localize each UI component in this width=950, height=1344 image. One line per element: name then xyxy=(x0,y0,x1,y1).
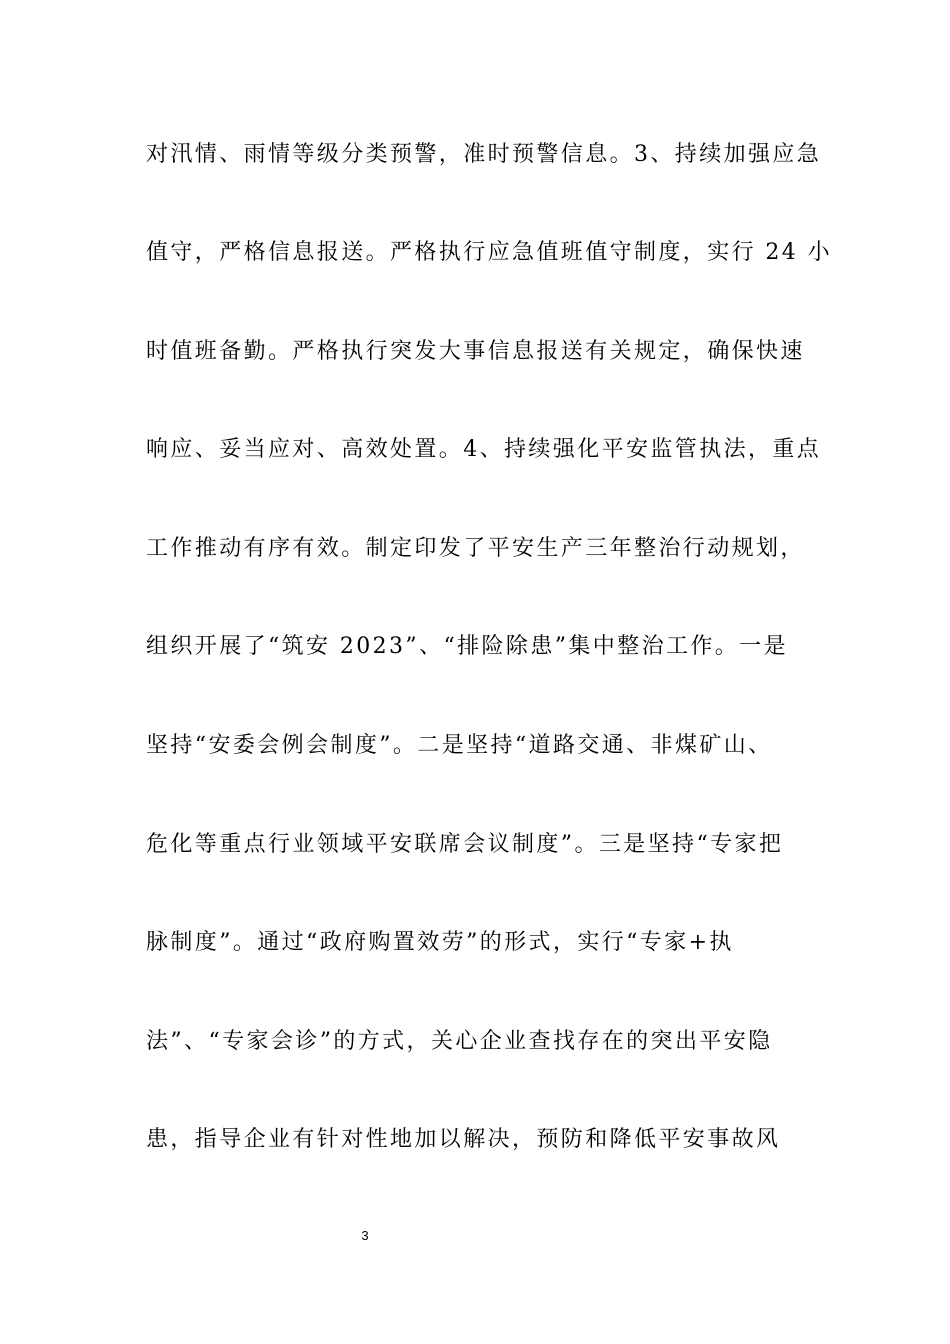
paragraph-line: 脉制度”。通过“政府购置效劳”的形式，实行“专家+执 xyxy=(146,930,734,955)
paragraph-line: 工作推动有序有效。制定印发了平安生产三年整治行动规划， xyxy=(146,536,805,561)
paragraph-line: 法”、“专家会诊”的方式，关心企业查找存在的突出平安隐 xyxy=(146,1029,773,1054)
paragraph-line: 患，指导企业有针对性地加以解决，预防和降低平安事故风 xyxy=(146,1127,781,1152)
paragraph-line: 时值班备勤。严格执行突发大事信息报送有关规定，确保快速 xyxy=(146,339,805,364)
page-number: 3 xyxy=(361,1228,369,1243)
paragraph-line: 坚持“安委会例会制度”。二是坚持“道路交通、非煤矿山、 xyxy=(146,733,773,758)
paragraph-line: 组织开展了“筑安 2023”、“排险除患”集中整治工作。一是 xyxy=(146,634,788,659)
paragraph-line: 危化等重点行业领域平安联席会议制度”。三是坚持“专家把 xyxy=(146,832,784,857)
paragraph-line: 响应、妥当应对、高效处置。4、持续强化平安监管执法，重点 xyxy=(146,437,822,462)
paragraph-line: 对汛情、雨情等级分类预警，准时预警信息。3、持续加强应急 xyxy=(146,142,822,167)
paragraph-line: 值守，严格信息报送。严格执行应急值班值守制度，实行 24 小 xyxy=(146,240,832,265)
